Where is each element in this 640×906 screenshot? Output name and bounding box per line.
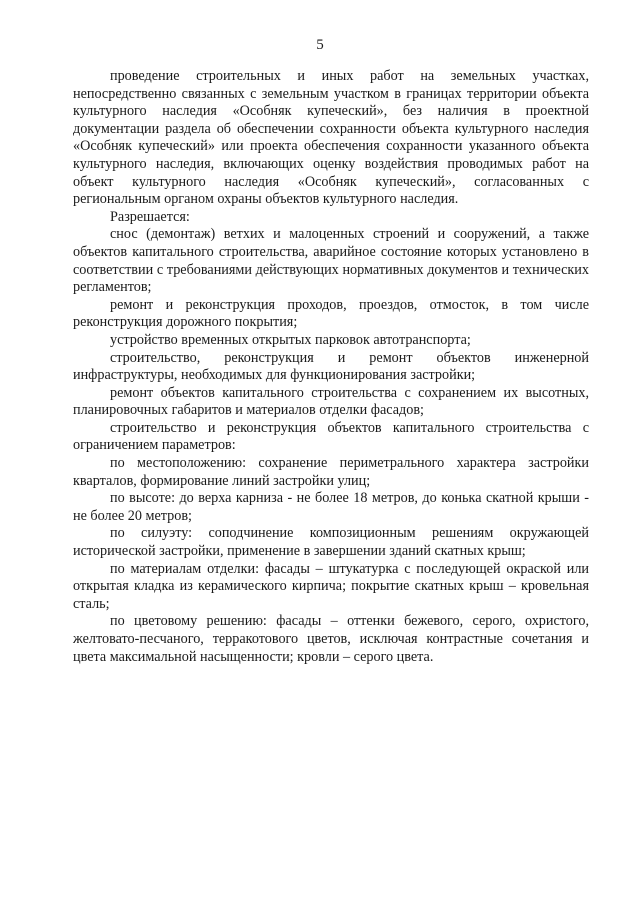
paragraph-silhouette-parameter: по силуэту: соподчинение композиционным решениям окружающей исторической застройки, применение в завершении зданий скатных крыш;	[73, 525, 589, 560]
paragraph-height-parameter: по высоте: до верха карниза - не более 18 метров, до конька скатной крыши - не более 20 метров;	[73, 490, 589, 524]
paragraph-restriction-continuation: проведение строительных и иных работ на земельных участках, непосредственно связанных с земельным участком в границах территории объекта культурного наследия «Особняк купеческий», без наличия в проектной документации раздела об обеспечении сохранности объекта культурного наследия «Особняк купеческий» или проекта обеспечения сохранности указанного объекта культурного наследия, включающих оценку воздействия проводимых работ на объект культурного наследия «Особняк купеческий», согласованных с региональным органом охраны объектов культурного наследия.	[73, 68, 589, 208]
paragraph-materials-parameter: по материалам отделки: фасады – штукатурка с последующей окраской или открытая кладка из керамического кирпича; покрытие скатных крыш – кровельная сталь;	[73, 560, 589, 612]
paragraph-capital-repair: ремонт объектов капитального строительства с сохранением их высотных, планировочных габаритов и материалов отделки фасадов;	[73, 384, 589, 419]
paragraph-permitted-heading: Разрешается:	[110, 208, 190, 225]
page-number: 5	[316, 37, 324, 53]
paragraph-temporary-parking: устройство временных открытых парковок автотранспорта;	[110, 331, 471, 348]
paragraph-engineering-infrastructure: строительство, реконструкция и ремонт объектов инженерной инфраструктуры, необходимых для функционирования застройки;	[73, 349, 589, 384]
paragraph-color-parameter: по цветовому решению: фасады – оттенки бежевого, серого, охристого, желтовато-песчаного, терракотового цветов, исключая контрастные сочетания и цвета максимальной насыщенности; кровли – серого цвета.	[73, 613, 589, 665]
document-body	[73, 68, 589, 666]
paragraph-road-repair: ремонт и реконструкция проходов, проездов, отмосток, в том числе реконструкция дорожного покрытия;	[73, 296, 589, 331]
paragraph-construction-parameters: строительство и реконструкция объектов капитального строительства с ограничением параметров:	[73, 419, 589, 454]
paragraph-demolition: снос (демонтаж) ветхих и малоценных строений и сооружений, а также объектов капитального строительства, аварийное состояние которых установлено в соответствии с требованиями действующих нормативных документов и технических регламентов;	[73, 226, 589, 296]
paragraph-location-parameter: по местоположению: сохранение периметрального характера застройки кварталов, формирование линий застройки улиц;	[73, 455, 589, 489]
